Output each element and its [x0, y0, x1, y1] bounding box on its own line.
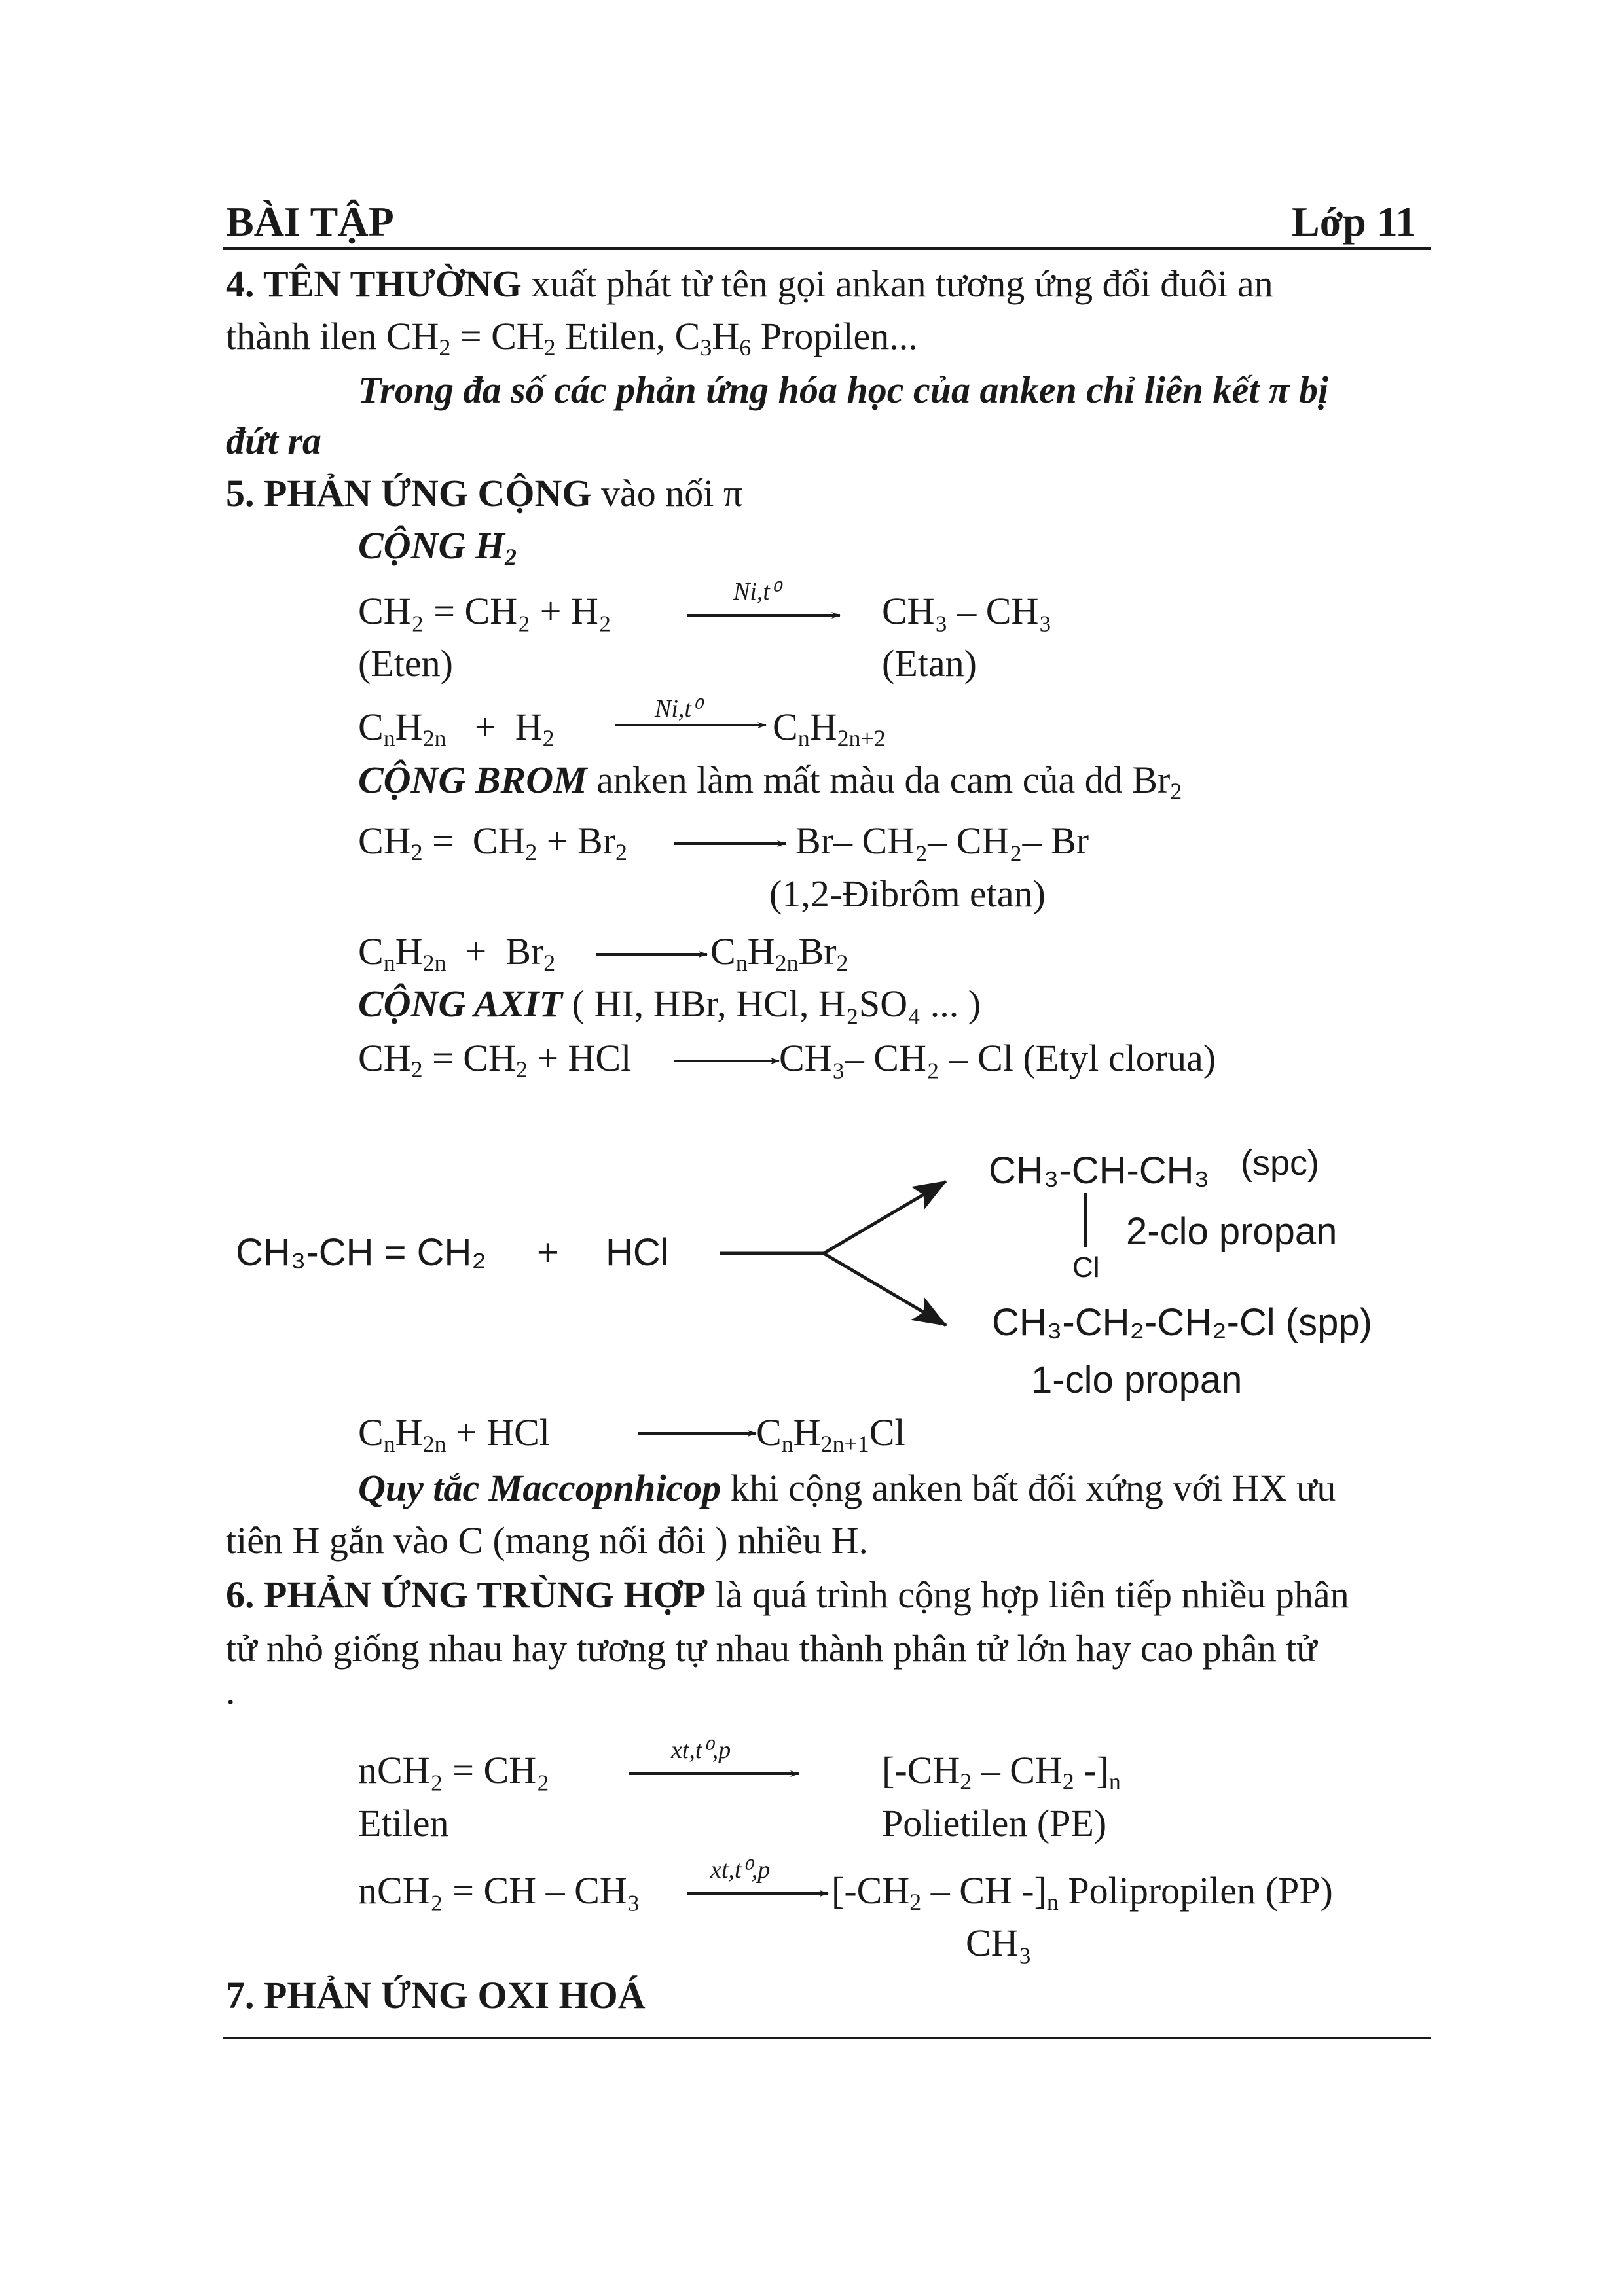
subscript: 3 [700, 334, 712, 361]
hcl-reagent: HCl [606, 1231, 669, 1274]
eq4-left: $C_nH_{2n} + Br_2$ [358, 930, 556, 977]
eq5-right: CH₃– CH₂ – Cl (Etyl clorua) [779, 1037, 1216, 1079]
header-rule [223, 247, 1431, 250]
propene-reactant: CH₃-CH = CH₂ [236, 1231, 486, 1274]
add-bromine-title: CỘNG BROM [358, 759, 587, 801]
polietilen-label: Polietilen (PE) [882, 1802, 1107, 1844]
section-7-heading: 7. PHẢN ỨNG OXI HOÁ [226, 1974, 646, 2017]
section-6-heading: 6. PHẢN ỨNG TRÙNG HỢP [226, 1573, 706, 1616]
text: CỘNG H [358, 524, 505, 567]
eq3-left: $CH_2 = CH_2 + Br_2$ [358, 819, 628, 866]
section-5-heading-line [226, 472, 743, 514]
methyl-branch: CH₃ [966, 1922, 1032, 1964]
section-6-dot: . [226, 1670, 236, 1712]
header-right: Lớp 11 [1292, 198, 1417, 245]
text: Etilen, C [555, 315, 701, 357]
text: là quá trình cộng hợp liên tiếp nhiều phân [706, 1573, 1349, 1616]
eq2-left: $C_nH_{2n} + H_2$ [358, 706, 555, 752]
polypropylene-name: Polipropilen (PP) [1068, 1869, 1333, 1912]
poly-eq2-left: nCH₂ = CH – CH₃ [358, 1869, 640, 1912]
section-6-line2: tử nhỏ giống nhau hay tương tự nhau thành phân tử lớn hay cao phân tử [226, 1627, 1317, 1670]
section-4-text: xuất phát từ tên gọi ankan tương ứng đổi đuôi an [521, 262, 1273, 305]
product-bottom-name: 1-clo propan [1031, 1359, 1243, 1401]
eq2-right: $C_nH_{2n+2}$ [773, 706, 886, 752]
product-bottom: CH₃-CH₂-CH₂-Cl (spp) [992, 1301, 1372, 1344]
text: ( HI, HBr, HCl, H₂SO₄ ... ) [562, 982, 981, 1025]
section-4-line1 [226, 262, 1273, 305]
eq6-left: $C_nH_{2n}$ + HCl [358, 1411, 550, 1458]
header-left: BÀI TẬP [226, 198, 394, 245]
section-4-heading: 4. TÊN THƯỜNG [226, 262, 522, 305]
markovnikov-rule-line1 [358, 1469, 1336, 1507]
eq2-condition: Ni,t⁰ [655, 695, 702, 723]
add-acid-title: CỘNG AXIT [358, 982, 563, 1025]
footer-rule [223, 2037, 1431, 2039]
markovnikov-rule-line2: tiên H gắn vào C (mang nối đôi ) nhiều H. [226, 1519, 868, 1562]
add-bromine-line [358, 759, 1182, 805]
poly-eq2-condition: xt,t⁰,p [710, 1856, 771, 1884]
text: khi cộng anken bất đối xứng với HX ưu [721, 1467, 1336, 1509]
text: thành ilen CH [226, 315, 439, 357]
note-line1: Trong đa số các phản ứng hóa học của anken chỉ liên kết π bị [358, 368, 1329, 411]
eq1-left: CH₂ = CH₂ + H₂ [358, 590, 612, 632]
poly-eq1-condition: xt,t⁰,p [671, 1736, 731, 1764]
section-5-heading: 5. PHẢN ỨNG CỘNG [226, 472, 592, 514]
section-4-line2 [226, 315, 918, 361]
eq1-right: CH₃ – CH₃ [882, 590, 1052, 632]
text: Propilen... [751, 315, 918, 357]
chlorine-label: Cl [1072, 1251, 1100, 1283]
text: = CH [450, 315, 544, 357]
etilen-label: Etilen [358, 1802, 449, 1844]
text: anken làm mất màu da cam của dd Br [587, 759, 1171, 801]
text: H [712, 315, 740, 357]
poly-eq1-left: nCH₂ = CH₂ [358, 1749, 550, 1791]
spc-label: (spc) [1241, 1143, 1319, 1183]
subscript: 2 [1170, 778, 1182, 805]
eq1-condition: Ni,t⁰ [733, 578, 780, 605]
dibromoethane-label: (1,2-Đibrôm etan) [769, 872, 1046, 915]
add-acid-line [358, 982, 981, 1025]
eq3-right: Br– CH₂– CH₂– Br [795, 819, 1089, 862]
subscript: 2 [543, 334, 556, 361]
branch-arrow-up [824, 1181, 946, 1253]
polyethylene-unit: [$-CH_2 - CH_2$ $-]_n$ [882, 1749, 1121, 1795]
polypropylene-unit: [$-CH_2$ – CH $-]_n$ Polipropilen (PP) [831, 1869, 1333, 1916]
product-top-name: 2-clo propan [1126, 1210, 1338, 1253]
rule-title: Quy tắc Maccopnhicop [358, 1467, 721, 1509]
eq4-right: $C_nH_{2n}Br_2$ [710, 930, 848, 977]
eq5-left: $CH_2 = CH_2$ + HCl [358, 1037, 632, 1083]
section-5-text: vào nối π [591, 472, 743, 514]
branch-arrow-down [824, 1253, 946, 1325]
subscript: 2 [439, 334, 451, 361]
subscript: 2 [504, 544, 517, 571]
eten-label: (Eten) [358, 642, 453, 685]
etan-label: (Etan) [882, 642, 977, 685]
section-6-line1 [226, 1573, 1349, 1616]
plus-sign: + [537, 1231, 559, 1274]
subscript: 6 [739, 334, 752, 361]
product-top: CH₃-CH-CH₃ [989, 1149, 1210, 1192]
note-line2: đứt ra [226, 420, 321, 462]
eq6-right: $C_nH_{2n+1}Cl$ [756, 1411, 905, 1458]
add-h2-title [358, 524, 517, 571]
